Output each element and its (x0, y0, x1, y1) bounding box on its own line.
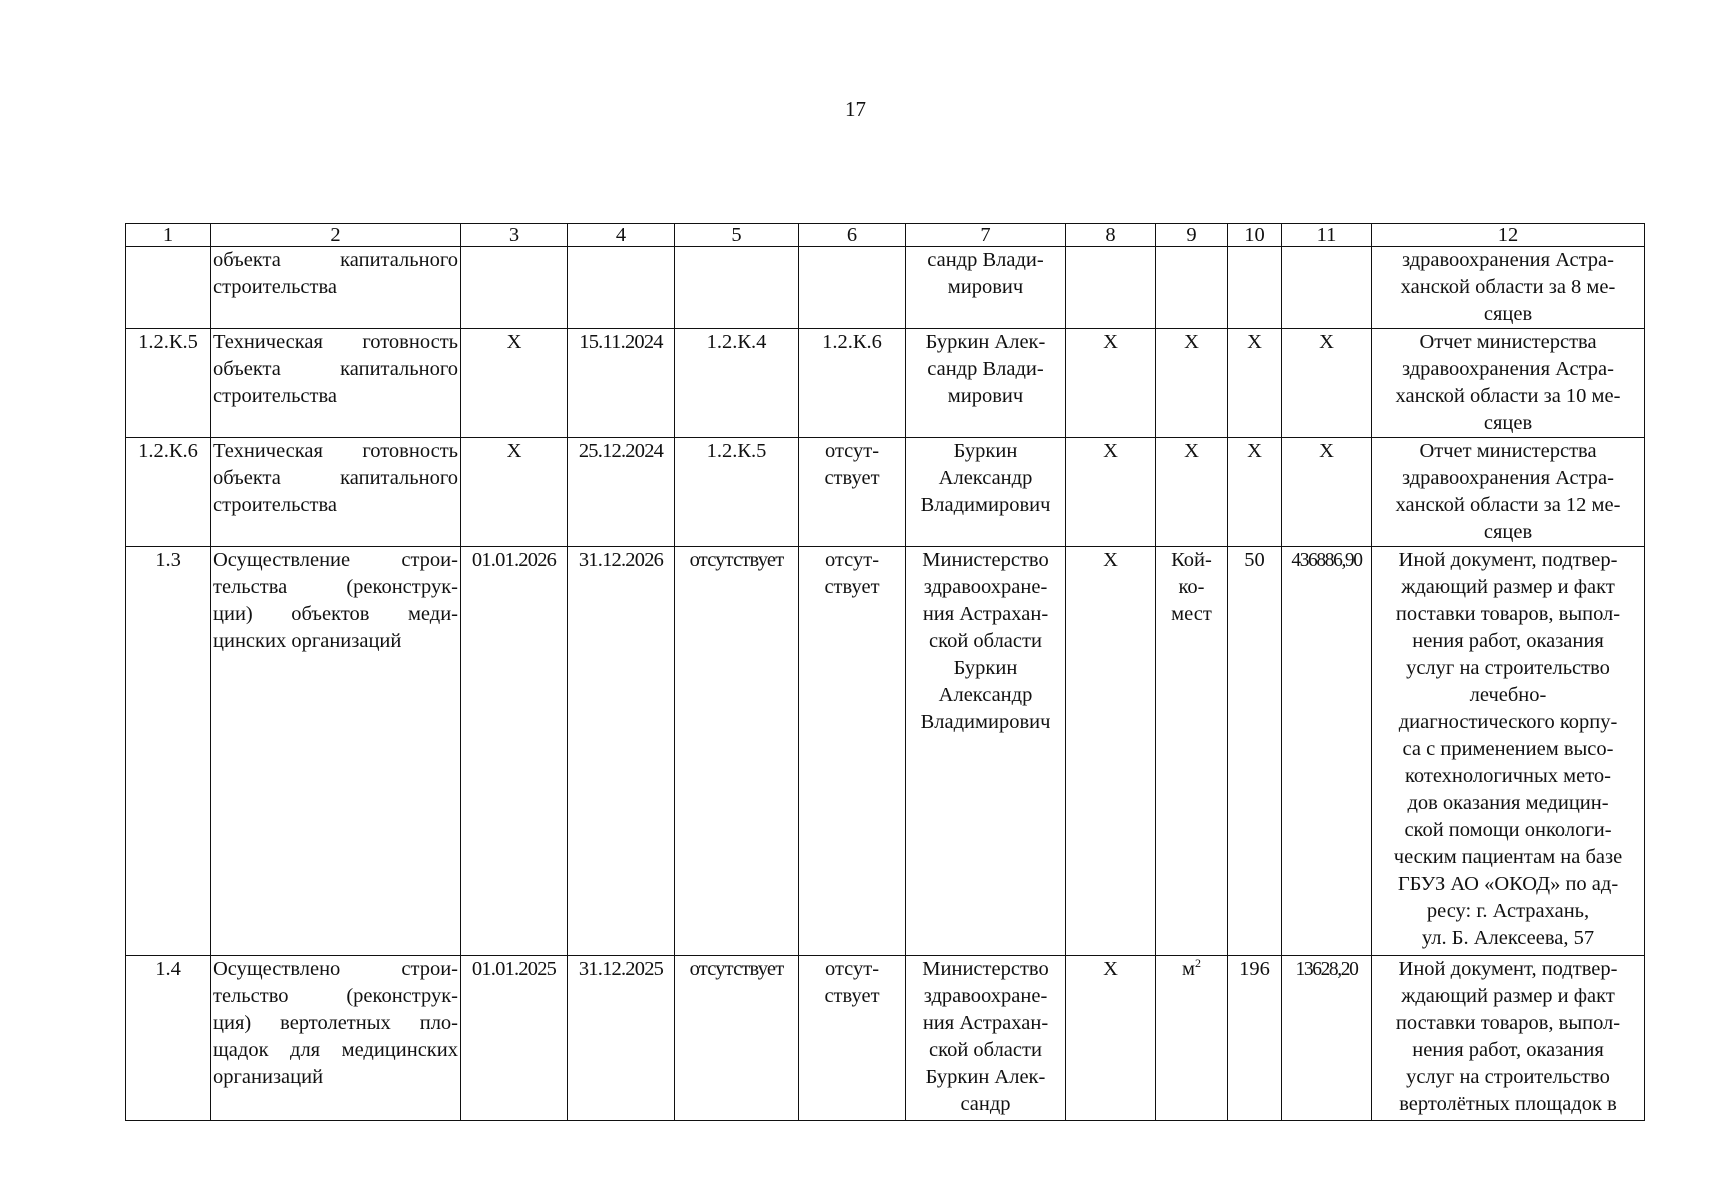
document: Иной документ, подтвер- ждающий размер и факт поставки товаров, выпол- нения работ, оказания услуг на строительство вертолётных площадок в (1372, 956, 1645, 1121)
column-number: 10 (1228, 224, 1282, 247)
table-row (126, 438, 1645, 547)
responsible: Министерство здравоохране- ния Астрахан- ской области Буркин Александр Владимирович (906, 547, 1066, 956)
quantity: Х (1228, 438, 1282, 547)
column-number: 6 (799, 224, 906, 247)
unit-base: м (1182, 958, 1195, 980)
event-name: объекта капитального строительства (211, 247, 461, 329)
table-row (126, 547, 1645, 956)
amount: Х (1282, 438, 1372, 547)
event-name: Техническая готовность объекта капитального строительства (211, 329, 461, 438)
table-row (126, 329, 1645, 438)
cell-col8: Х (1066, 438, 1156, 547)
document: Отчет министерства здравоохранения Астра- ханской области за 10 ме- сяцев (1372, 329, 1645, 438)
page-number: 17 (845, 97, 866, 121)
predecessor: 1.2.К.4 (675, 329, 799, 438)
start-date: 01.01.2026 (461, 547, 568, 956)
event-name: Техническая готовность объекта капитального строительства (211, 438, 461, 547)
column-number: 8 (1066, 224, 1156, 247)
column-number: 9 (1156, 224, 1228, 247)
unit (1156, 247, 1228, 329)
predecessor (675, 247, 799, 329)
column-number: 4 (568, 224, 675, 247)
predecessor: 1.2.К.5 (675, 438, 799, 547)
column-number: 5 (675, 224, 799, 247)
row-number: 1.3 (126, 547, 211, 956)
amount (1282, 247, 1372, 329)
table-row (126, 247, 1645, 329)
end-date: 15.11.2024 (568, 329, 675, 438)
start-date: Х (461, 329, 568, 438)
unit: Х (1156, 438, 1228, 547)
successor (799, 247, 906, 329)
unit: Х (1156, 329, 1228, 438)
start-date: Х (461, 438, 568, 547)
end-date: 31.12.2026 (568, 547, 675, 956)
amount: Х (1282, 329, 1372, 438)
column-number: 2 (211, 224, 461, 247)
column-number: 3 (461, 224, 568, 247)
responsible: Буркин Александр Владимирович (906, 438, 1066, 547)
cell-col8: Х (1066, 547, 1156, 956)
column-number: 11 (1282, 224, 1372, 247)
cell-col8 (1066, 247, 1156, 329)
responsible: сандр Влади- мирович (906, 247, 1066, 329)
document: здравоохранения Астра- ханской области за 8 ме- сяцев (1372, 247, 1645, 329)
column-number-row (126, 224, 1645, 247)
predecessor: отсутствует (675, 547, 799, 956)
amount: 436886,90 (1282, 547, 1372, 956)
quantity: 50 (1228, 547, 1282, 956)
column-number: 1 (126, 224, 211, 247)
responsible: Министерство здравоохране- ния Астрахан- ской области Буркин Алек- сандр (906, 956, 1066, 1121)
quantity: 196 (1228, 956, 1282, 1121)
responsible: Буркин Алек- сандр Влади- мирович (906, 329, 1066, 438)
plan-table (125, 223, 1645, 1121)
amount: 13628,20 (1282, 956, 1372, 1121)
unit: Кой- ко- мест (1156, 547, 1228, 956)
column-number: 12 (1372, 224, 1645, 247)
successor: отсут- ствует (799, 438, 906, 547)
row-number: 1.2.К.5 (126, 329, 211, 438)
row-number (126, 247, 211, 329)
row-number: 1.2.К.6 (126, 438, 211, 547)
cell-col8: Х (1066, 956, 1156, 1121)
cell-col8: Х (1066, 329, 1156, 438)
event-name: Осуществлено строи- тельство (реконструк- ция) вертолетных пло- щадок для медицинских организаций (211, 956, 461, 1121)
table-row (126, 956, 1645, 1121)
successor: 1.2.К.6 (799, 329, 906, 438)
start-date (461, 247, 568, 329)
event-name: Осуществление строи- тельства (реконструк- ции) объектов меди- цинских организаций (211, 547, 461, 956)
row-number: 1.4 (126, 956, 211, 1121)
start-date: 01.01.2025 (461, 956, 568, 1121)
document: Отчет министерства здравоохранения Астра- ханской области за 12 ме- сяцев (1372, 438, 1645, 547)
successor: отсут- ствует (799, 547, 906, 956)
successor: отсут- ствует (799, 956, 906, 1121)
predecessor: отсутствует (675, 956, 799, 1121)
column-number: 7 (906, 224, 1066, 247)
end-date (568, 247, 675, 329)
document: Иной документ, подтвер- ждающий размер и факт поставки товаров, выпол- нения работ, оказания услуг на строительство лечебно- диагностического корпу- са с применением высо- котехнологичных мето- дов оказания медицин- ской помощи онкологи- ческим пациентам на базе ГБУЗ АО «ОКОД» по ад- ресу: г. Астрахань, ул. Б. Алексеева, 57 (1372, 547, 1645, 956)
unit-exponent: 2 (1194, 956, 1201, 971)
quantity (1228, 247, 1282, 329)
end-date: 25.12.2024 (568, 438, 675, 547)
unit (1156, 956, 1228, 1121)
end-date: 31.12.2025 (568, 956, 675, 1121)
quantity: Х (1228, 329, 1282, 438)
